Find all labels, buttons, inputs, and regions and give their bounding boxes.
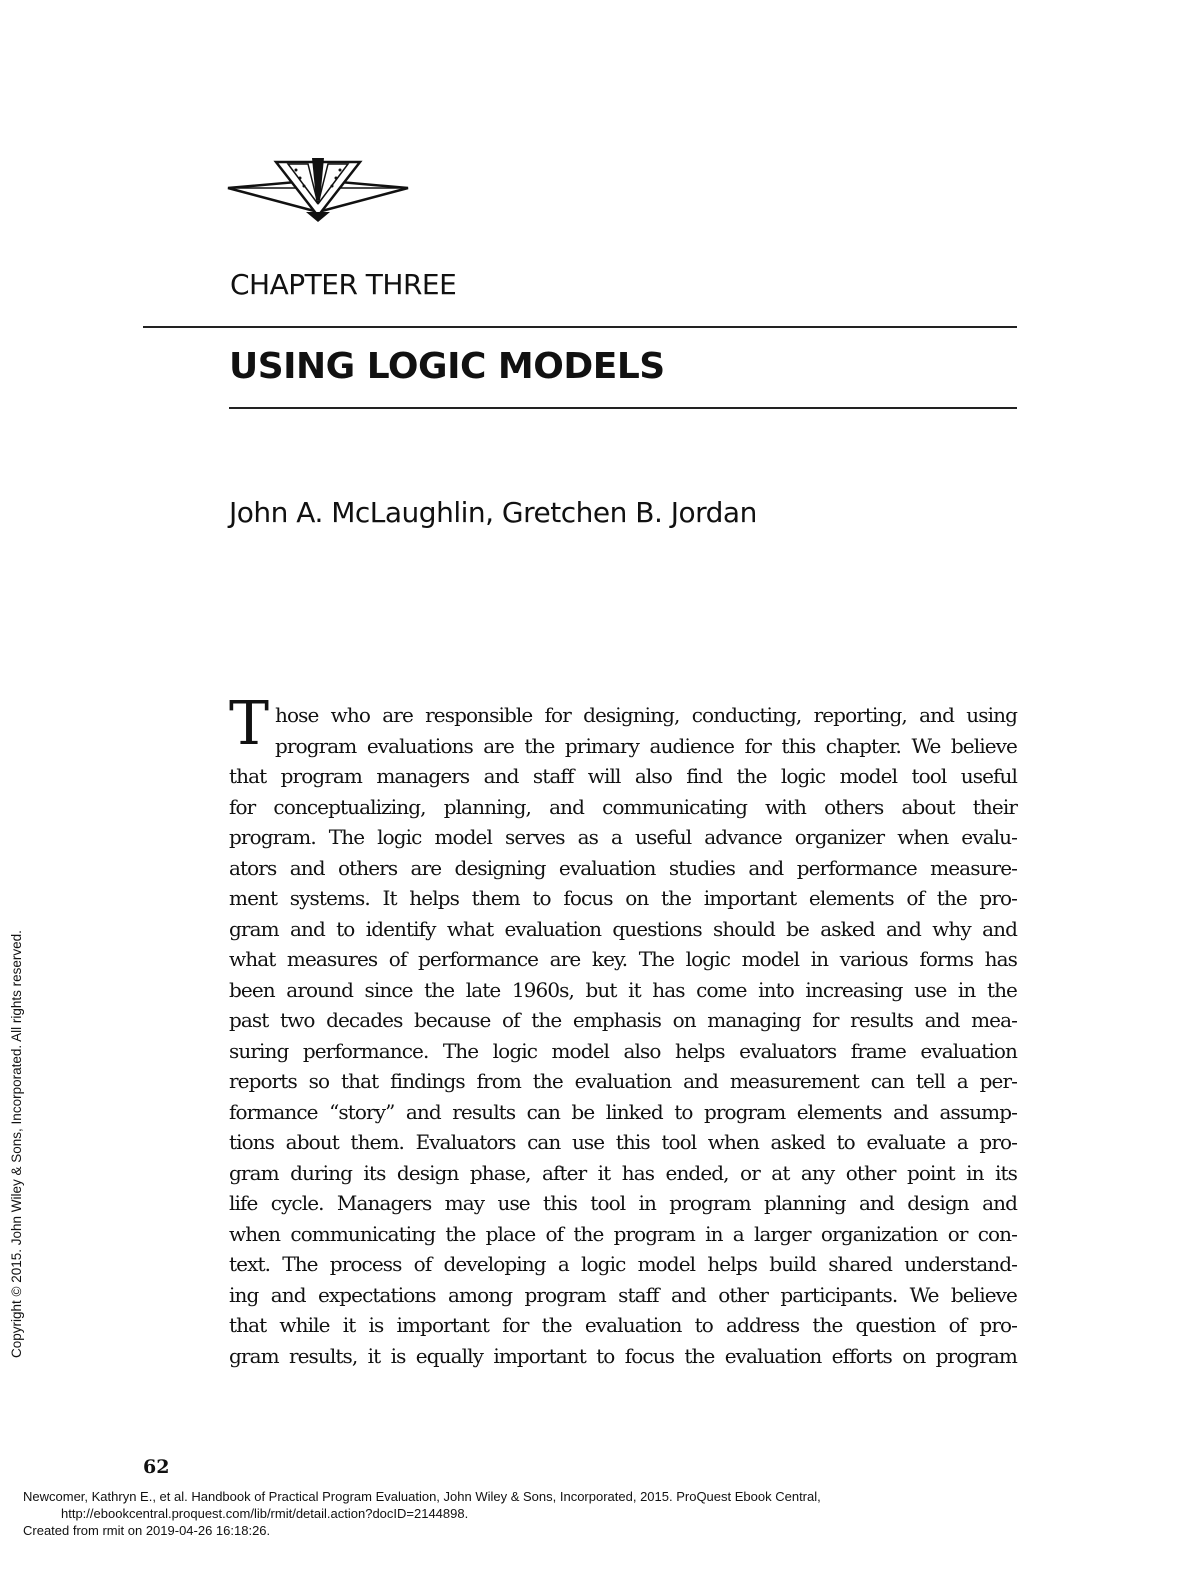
chapter-ornament-icon (226, 154, 410, 224)
body-line: for conceptualizing, planning, and communicating with others about their (229, 794, 1017, 819)
body-line: gram during its design phase, after it has ended, or at any other point in its (229, 1160, 1017, 1185)
body-line: program. The logic model serves as a useful advance organizer when evalu- (229, 825, 1017, 849)
title-bottom-rule (229, 407, 1017, 409)
citation-line: Newcomer, Kathryn E., et al. Handbook of Practical Program Evaluation, John Wiley & Sons, Incorporated, 2015. ProQuest Ebook Central, (23, 1489, 821, 1504)
body-line: program evaluations are the primary audience for this chapter. We believe (275, 733, 1017, 758)
chapter-title: USING LOGIC MODELS (229, 346, 665, 387)
body-line: text. The process of developing a logic model helps build shared understand- (229, 1252, 1017, 1276)
body-line: when communicating the place of the program in a larger organization or con- (229, 1221, 1017, 1246)
citation-link[interactable]: http://ebookcentral.proquest.com/lib/rmit/detail.action?docID=2144898. (61, 1506, 469, 1521)
body-line: life cycle. Managers may use this tool in program planning and design and (229, 1191, 1017, 1215)
body-line: ment systems. It helps them to focus on the important elements of the pro- (229, 886, 1017, 910)
body-line: hose who are responsible for designing, conducting, reporting, and using (275, 703, 1017, 727)
chapter-authors: John A. McLaughlin, Gretchen B. Jordan (229, 496, 757, 529)
body-line: past two decades because of the emphasis on managing for results and mea- (229, 1008, 1017, 1032)
body-line: gram and to identify what evaluation questions should be asked and why and (229, 916, 1017, 941)
body-line: reports so that findings from the evaluation and measurement can tell a per- (229, 1069, 1017, 1093)
title-top-rule (143, 326, 1017, 328)
body-line: that program managers and staff will also find the logic model tool useful (229, 764, 1017, 788)
page-number: 62 (143, 1456, 170, 1478)
body-line: that while it is important for the evaluation to address the question of pro- (229, 1313, 1017, 1337)
body-line: been around since the late 1960s, but it has come into increasing use in the (229, 977, 1017, 1002)
created-line: Created from rmit on 2019-04-26 16:18:26. (23, 1523, 271, 1538)
body-paragraph (229, 689, 1017, 1371)
drop-cap: T (229, 689, 270, 759)
body-line: gram results, it is equally important to focus the evaluation efforts on program (229, 1343, 1017, 1368)
citation-footer (23, 1488, 821, 1539)
body-line: formance “story” and results can be linked to program elements and assump- (229, 1099, 1017, 1124)
chapter-label: CHAPTER THREE (230, 268, 457, 301)
body-line: ators and others are designing evaluation studies and performance measure- (229, 855, 1017, 880)
body-line: tions about them. Evaluators can use this tool when asked to evaluate a pro- (229, 1130, 1017, 1154)
body-line: what measures of performance are key. The logic model in various forms has (229, 947, 1017, 971)
copyright-notice: Copyright © 2015. John Wiley & Sons, Incorporated. All rights reserved. (9, 930, 24, 1358)
body-line: ing and expectations among program staff and other participants. We believe (229, 1282, 1017, 1307)
body-line: suring performance. The logic model also helps evaluators frame evaluation (229, 1038, 1017, 1063)
